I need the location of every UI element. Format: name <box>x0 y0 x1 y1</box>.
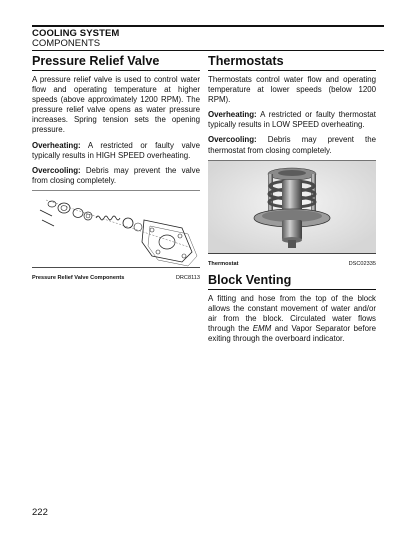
thermostat-figure-code: DSC02335 <box>348 260 376 267</box>
left-column <box>32 54 200 281</box>
block-venting-text-part1: A fitting and hose from the top of the block allows the constant movement of water and/or air from the block. Circulated water flows through the <box>208 293 376 333</box>
thermostats-intro: Thermostats control water flow and operating temperature at lower speeds (below 1200 RPM). <box>208 75 376 105</box>
pressure-relief-intro: A pressure relief valve is used to control water flow and operating temperature at higher speeds (above approximately 1200 RPM). The pressure relief valve opens as water pressure increases. Spring tension sets the opening pressure. <box>32 75 200 135</box>
thermostat-figure-caption: Thermostat <box>208 260 239 267</box>
pressure-relief-valve-heading: Pressure Relief Valve <box>32 54 200 71</box>
page-number: 222 <box>32 507 48 518</box>
subsection-title: COMPONENTS <box>32 38 101 49</box>
pressure-relief-valve-exploded-drawing <box>32 190 200 268</box>
thermo-overcooling-lead: Overcooling: <box>208 135 257 145</box>
block-venting-heading: Block Venting <box>208 273 376 290</box>
pressure-relief-valve-figure <box>32 190 200 281</box>
prv-caption-row <box>32 273 200 281</box>
section-title: COOLING SYSTEM <box>32 28 120 39</box>
thermo-overcooling-paragraph <box>208 135 376 155</box>
thermo-overheating-lead: Overheating: <box>208 110 257 120</box>
header-top-rule <box>32 25 384 27</box>
prv-overheating-paragraph <box>32 141 200 161</box>
block-venting-text <box>208 294 376 344</box>
block-venting-emm: EMM <box>252 323 272 333</box>
header-rule <box>32 50 384 51</box>
prv-overcooling-text: Debris may prevent the valve from closing completely. <box>32 165 200 185</box>
thermostat-photo <box>208 160 376 254</box>
prv-figure-code: DRC8113 <box>175 274 200 281</box>
thermostat-caption-row <box>208 259 376 267</box>
thermostats-heading: Thermostats <box>208 54 376 71</box>
block-venting-text-part2: and Vapor Separator before exiting through the overboard indicator. <box>208 323 376 344</box>
thermo-overheating-paragraph <box>208 110 376 130</box>
prv-overheating-text: A restricted or faulty valve typically results in HIGH SPEED overheating. <box>32 140 200 160</box>
prv-figure-caption: Pressure Relief Valve Components <box>32 274 125 281</box>
thermo-overcooling-text: Debris may prevent the thermostat from closing completely. <box>208 135 376 155</box>
prv-overcooling-lead: Overcooling: <box>32 165 81 175</box>
prv-overcooling-paragraph <box>32 166 200 186</box>
thermostat-figure <box>208 160 376 267</box>
prv-overheating-lead: Overheating: <box>32 140 81 150</box>
right-column <box>208 54 376 344</box>
thermo-overheating-text: A restricted or faulty thermostat typically results in LOW SPEED overheating. <box>208 110 376 130</box>
